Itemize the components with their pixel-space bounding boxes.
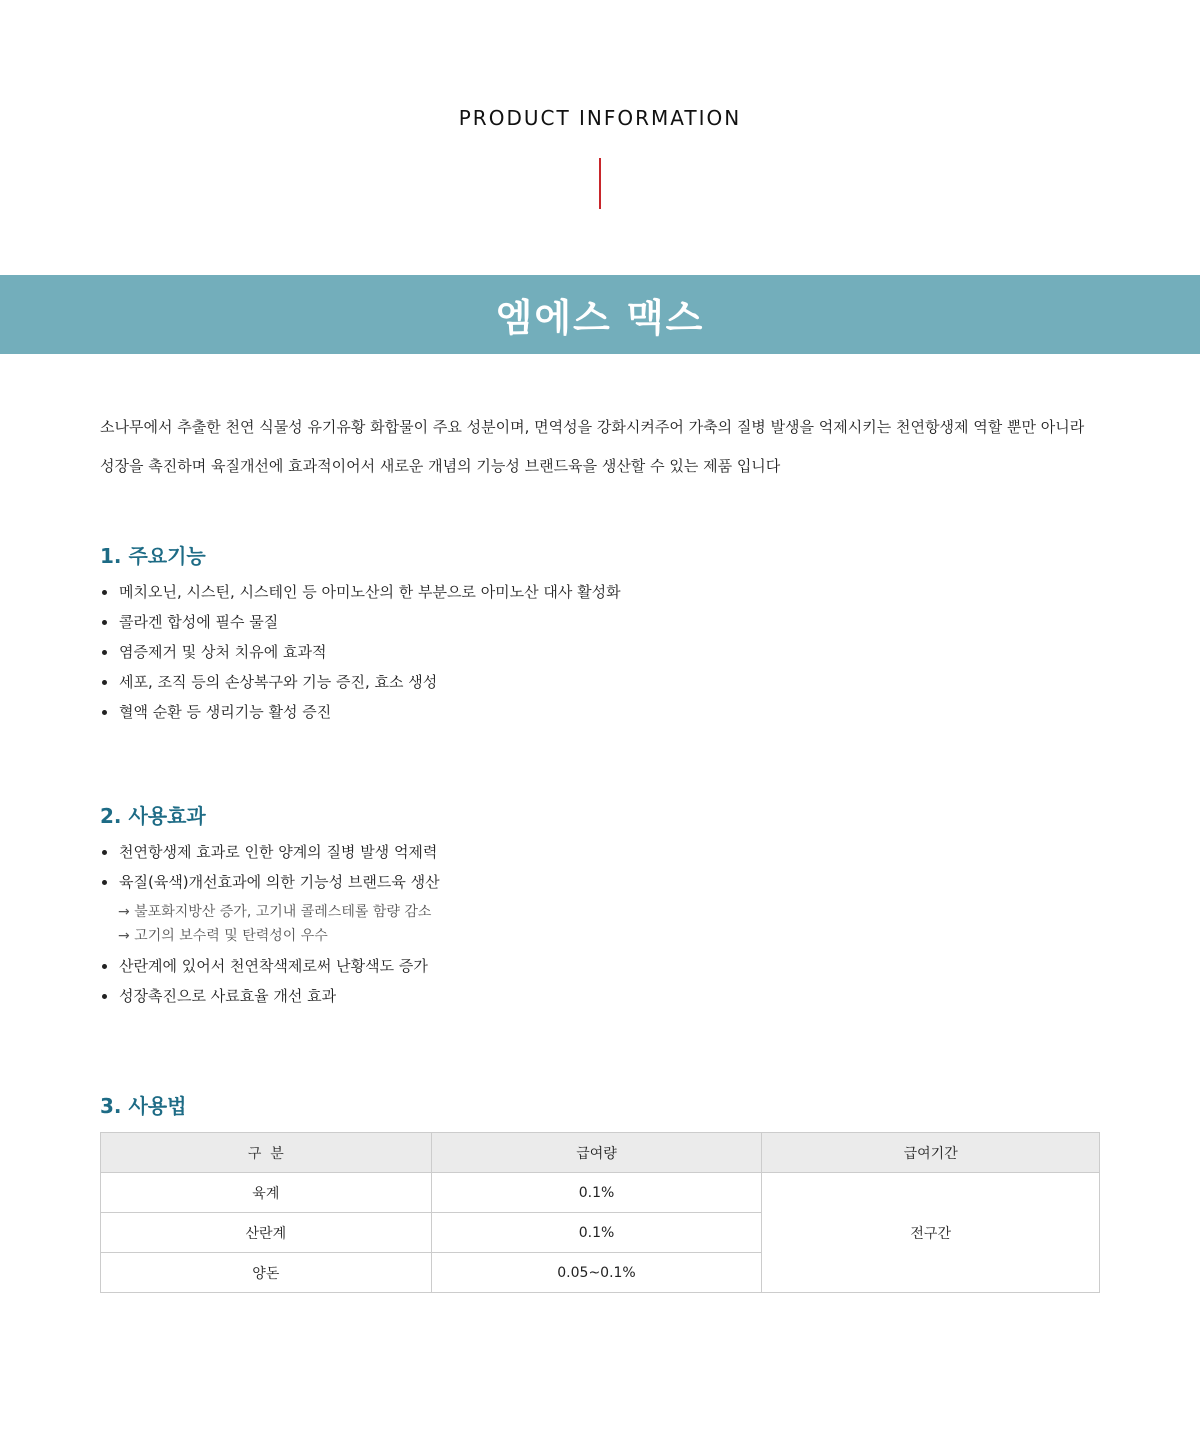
cell-period: 전구간 <box>762 1173 1100 1293</box>
accent-divider-line <box>599 158 601 209</box>
product-banner <box>0 275 1200 354</box>
list-item: 메치오닌, 시스틴, 시스테인 등 아미노산의 한 부분으로 아미노산 대사 활성화 <box>100 577 621 607</box>
bullet-dot-icon <box>102 620 107 625</box>
cell-amount: 0.1% <box>431 1213 762 1253</box>
list-item: 염증제거 및 상처 치유에 효과적 <box>100 637 621 667</box>
usage-table <box>100 1132 1100 1293</box>
list-item: 산란계에 있어서 천연착색제로써 난황색도 증가 <box>100 951 428 981</box>
list-item: 육질(육색)개선효과에 의한 기능성 브랜드육 생산 <box>100 867 440 897</box>
header-category: 구 분 <box>101 1133 432 1173</box>
list-item: 혈액 순환 등 생리기능 활성 증진 <box>100 697 621 727</box>
cell-category: 육계 <box>101 1173 432 1213</box>
sub-list-item: → 고기의 보수력 및 탄력성이 우수 <box>118 928 328 944</box>
header-amount: 급여량 <box>431 1133 762 1173</box>
product-name: 엠에스 맥스 <box>495 296 705 340</box>
bullet-dot-icon <box>102 964 107 969</box>
header-period: 급여기간 <box>762 1133 1100 1173</box>
bullet-dot-icon <box>102 710 107 715</box>
intro-line: 소나무에서 추출한 천연 식물성 유기유황 화합물이 주요 성분이며, 면역성을 강화시켜주어 가축의 질병 발생을 억제시키는 천연항생제 역할 뿐만 아니라 <box>100 418 1085 436</box>
cell-category: 산란계 <box>101 1213 432 1253</box>
table-header-row <box>101 1133 1100 1173</box>
cell-amount: 0.05~0.1% <box>431 1253 762 1293</box>
bullet-dot-icon <box>102 590 107 595</box>
list-item: 콜라겐 합성에 필수 물질 <box>100 607 621 637</box>
section-title-main-functions: 1. 주요기능 <box>100 544 206 568</box>
bullet-dot-icon <box>102 680 107 685</box>
list-item: 성장촉진으로 사료효율 개선 효과 <box>100 981 428 1011</box>
sub-list-item: → 불포화지방산 증가, 고기내 콜레스테롤 함량 감소 <box>118 904 432 920</box>
list-item: 세포, 조직 등의 손상복구와 기능 증진, 효소 생성 <box>100 667 621 697</box>
product-intro <box>100 408 1110 486</box>
cell-amount: 0.1% <box>431 1173 762 1213</box>
usage-effects-list-b <box>100 951 428 1011</box>
bullet-dot-icon <box>102 880 107 885</box>
eyebrow-title: PRODUCT INFORMATION <box>458 106 742 130</box>
usage-effects-sub-list <box>118 900 431 948</box>
section-title-usage-effects: 2. 사용효과 <box>100 804 206 828</box>
table-row <box>101 1173 1100 1213</box>
list-item: 천연항생제 효과로 인한 양계의 질병 발생 억제력 <box>100 837 440 867</box>
bullet-dot-icon <box>102 850 107 855</box>
main-functions-list <box>100 577 621 727</box>
intro-line: 성장을 촉진하며 육질개선에 효과적이어서 새로운 개념의 기능성 브랜드육을 생산할 수 있는 제품 입니다 <box>100 457 781 475</box>
section-title-usage-method: 3. 사용법 <box>100 1094 187 1118</box>
bullet-dot-icon <box>102 650 107 655</box>
bullet-dot-icon <box>102 994 107 999</box>
usage-effects-list-a <box>100 837 440 897</box>
cell-category: 양돈 <box>101 1253 432 1293</box>
